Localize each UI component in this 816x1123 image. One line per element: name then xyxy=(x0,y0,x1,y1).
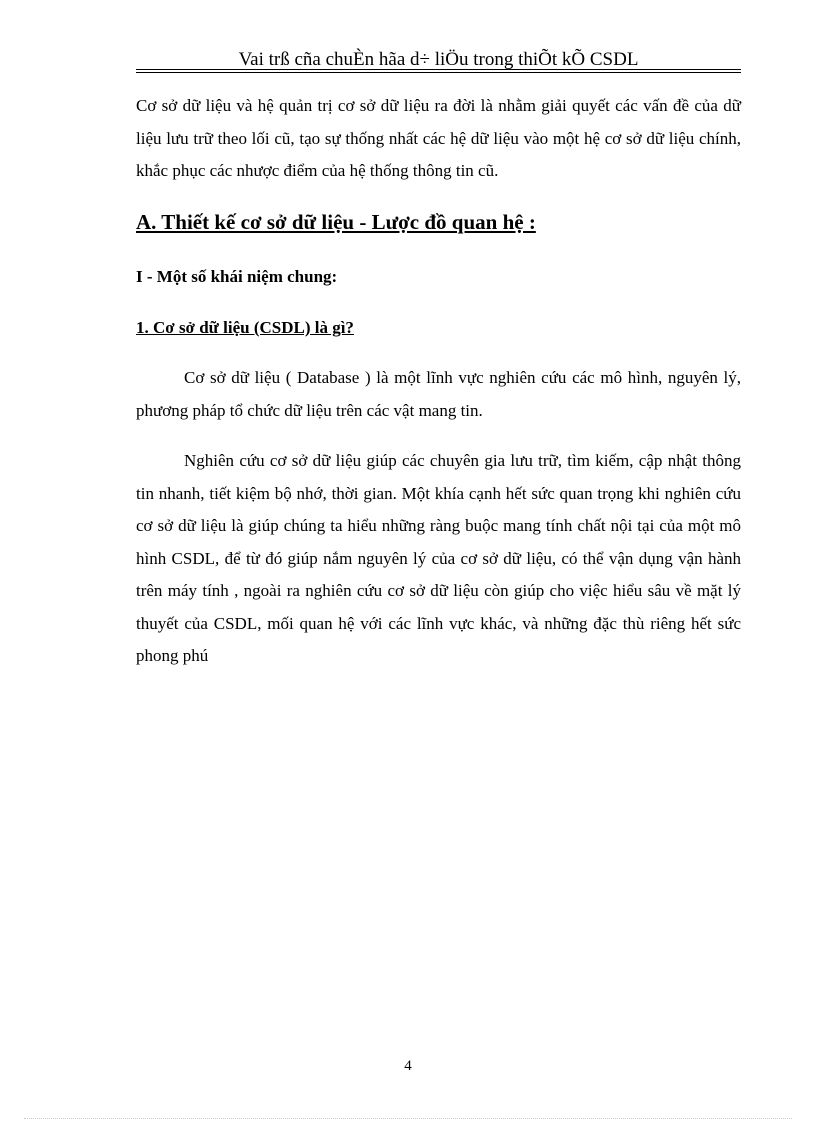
header-rule-double xyxy=(136,72,741,73)
intro-paragraph: Cơ sở dữ liệu và hệ quản trị cơ sở dữ liệu ra đời là nhằm giải quyết các vấn đề của dữ liệu lưu trữ theo lối cũ, tạo sự thống nhất các hệ dữ liệu vào một hệ cơ sở dữ liệu chính, khắc phục các nhược điểm của hệ thống thông tin cũ. xyxy=(136,96,741,180)
header-rule xyxy=(136,69,741,70)
subsection-heading: I - Một số khái niệm chung: xyxy=(136,267,338,286)
body-paragraph: Nghiên cứu cơ sở dữ liệu giúp các chuyên gia lưu trữ, tìm kiếm, cập nhật thông tin nhanh, tiết kiệm bộ nhớ, thời gian. Một khía cạnh hết sức quan trọng khi nghiên cứu cơ sở dữ liệu là giúp chúng ta hiểu những ràng buộc mang tính chất nội tại của một mô hình CSDL, để từ đó giúp nắm nguyên lý của cơ sở dữ liệu, có thể vận dụng vận hành trên máy tính , ngoài ra nghiên cứu cơ sở dữ liệu còn giúp cho việc hiểu sâu về mặt lý thuyết của CSDL, mối quan hệ với các lĩnh vực khác, và những đặc thù riêng hết sức phong phú xyxy=(136,451,741,665)
body-paragraph: Cơ sở dữ liệu ( Database ) là một lĩnh vực nghiên cứu các mô hình, nguyên lý, phương pháp tổ chức dữ liệu trên các vật mang tin. xyxy=(136,368,741,420)
page-number: 4 xyxy=(404,1058,412,1074)
sub-subsection-heading: 1. Cơ sở dữ liệu (CSDL) là gì? xyxy=(136,318,354,337)
page-bottom-divider xyxy=(24,1118,792,1119)
section-heading: A. Thiết kế cơ sở dữ liệu - Lược đồ quan hệ : xyxy=(136,210,536,234)
running-header: Vai trß cña chuÈn hãa d÷ liÖu trong thiÕt kÕ CSDL xyxy=(238,49,639,70)
